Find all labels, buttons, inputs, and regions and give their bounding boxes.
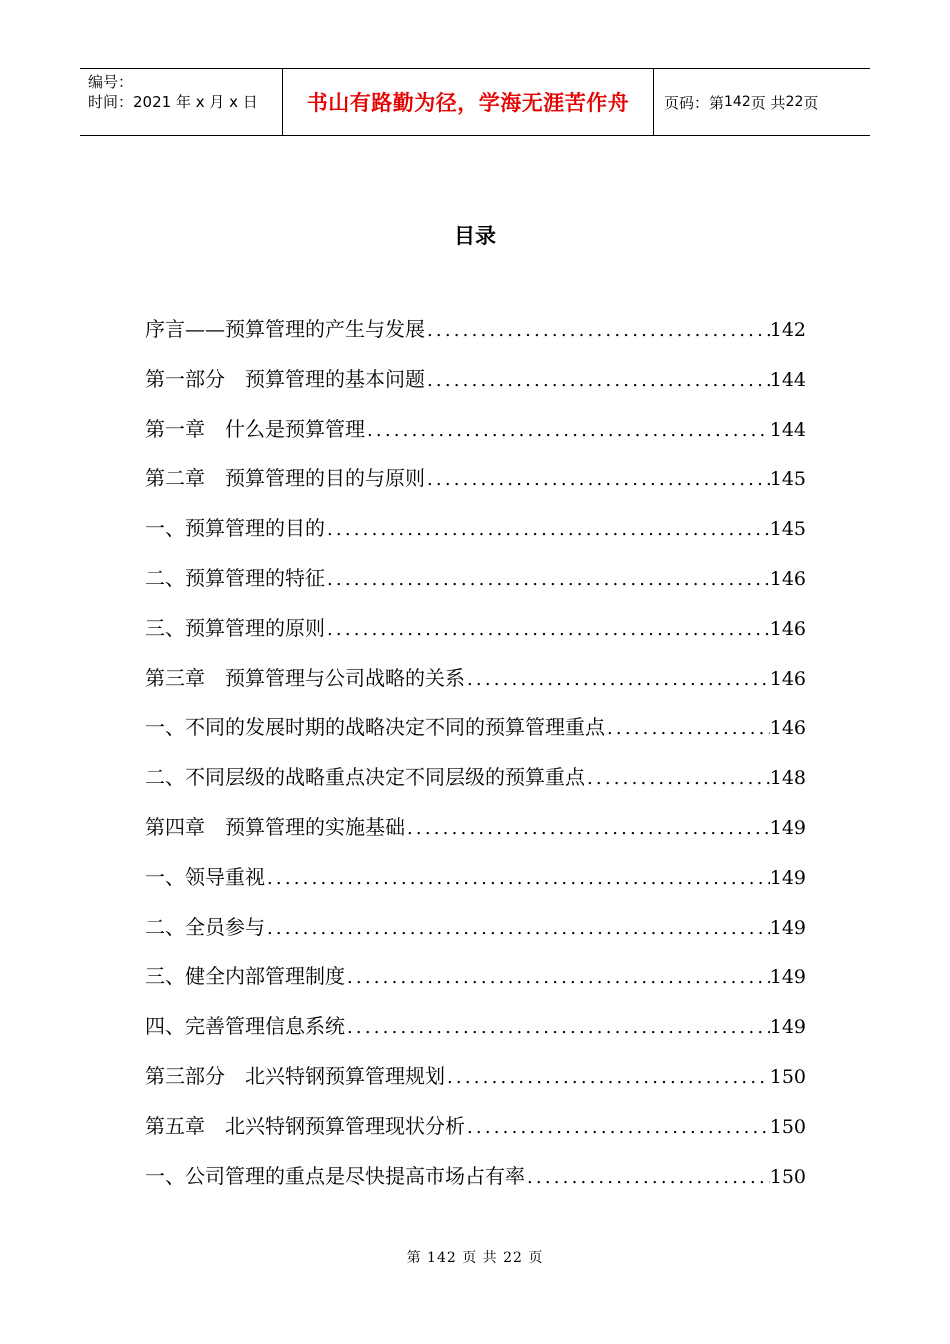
toc-entry-page: 146 (769, 717, 806, 740)
toc-entry[interactable] (145, 363, 806, 413)
toc-leader-dots (425, 469, 770, 490)
toc-entry[interactable] (145, 761, 806, 811)
page-current: 142 (724, 94, 751, 110)
page-total: 22 (785, 94, 804, 110)
toc-leader-dots (465, 669, 770, 690)
toc-leader-dots (445, 1067, 770, 1088)
toc-leader-dots (325, 619, 770, 640)
toc-entry[interactable] (145, 911, 806, 961)
toc-entry-page: 146 (769, 617, 806, 640)
toc-leader-dots (585, 768, 770, 789)
time-label: 时间：2021 年 x 月 x 日 (88, 93, 258, 111)
toc-entry-page: 149 (769, 816, 806, 839)
header-box (80, 68, 870, 136)
page-footer: 第 142 页 共 22 页 (406, 1250, 544, 1266)
header-meta (80, 69, 283, 135)
toc-leader-dots (345, 1017, 770, 1038)
toc-leader-dots (405, 818, 770, 839)
toc-entry-label: 第一部分 预算管理的基本问题 (145, 366, 425, 391)
table-of-contents (145, 313, 806, 1209)
toc-entry-label: 第三章 预算管理与公司战略的关系 (145, 665, 465, 690)
toc-leader-dots (325, 519, 770, 540)
toc-entry-label: 二、全员参与 (145, 914, 265, 939)
toc-entry-page: 146 (769, 567, 806, 590)
toc-leader-dots (425, 370, 770, 391)
page-label-mid: 页 共 (750, 93, 786, 112)
toc-entry-label: 第三部分 北兴特钢预算管理规划 (145, 1063, 445, 1088)
toc-entry-label: 一、不同的发展时期的战略决定不同的预算管理重点 (145, 715, 605, 740)
toc-leader-dots (605, 718, 770, 739)
toc-entry-label: 第四章 预算管理的实施基础 (145, 814, 405, 839)
page-label-suffix: 页 (803, 93, 819, 112)
header-page-info (654, 69, 870, 135)
toc-entry-page: 148 (769, 767, 806, 790)
toc-entry[interactable] (145, 1010, 806, 1060)
toc-entry-page: 144 (769, 368, 806, 391)
toc-entry-page: 149 (769, 916, 806, 939)
toc-leader-dots (365, 420, 770, 441)
toc-entry-label: 三、健全内部管理制度 (145, 964, 345, 989)
toc-entry[interactable] (145, 413, 806, 463)
toc-entry-label: 一、预算管理的目的 (145, 516, 325, 541)
toc-entry-label: 序言——预算管理的产生与发展 (145, 317, 425, 341)
toc-entry[interactable] (145, 1110, 806, 1160)
toc-entry[interactable] (145, 512, 806, 562)
toc-entry[interactable] (145, 960, 806, 1010)
toc-leader-dots (325, 569, 770, 590)
toc-leader-dots (465, 1117, 770, 1138)
toc-entry-page: 146 (769, 667, 806, 690)
toc-leader-dots (425, 320, 770, 341)
toc-entry[interactable] (145, 612, 806, 662)
toc-entry[interactable] (145, 662, 806, 712)
toc-entry-page: 145 (769, 518, 806, 541)
toc-entry[interactable] (145, 711, 806, 761)
toc-entry-label: 第二章 预算管理的目的与原则 (145, 466, 425, 491)
toc-entry-page: 149 (769, 866, 806, 889)
toc-entry-page: 150 (769, 1065, 806, 1088)
toc-entry-page: 149 (769, 1016, 806, 1039)
toc-entry-page: 150 (769, 1115, 806, 1138)
toc-entry-label: 四、完善管理信息系统 (145, 1014, 345, 1039)
toc-leader-dots (345, 967, 770, 988)
toc-entry[interactable] (145, 1160, 806, 1210)
toc-entry-label: 三、预算管理的原则 (145, 615, 325, 640)
toc-entry-label: 一、领导重视 (145, 864, 265, 889)
toc-entry-label: 二、不同层级的战略重点决定不同层级的预算重点 (145, 765, 585, 790)
toc-entry[interactable] (145, 313, 806, 363)
code-label: 编号： (88, 73, 134, 91)
toc-entry-label: 第一章 什么是预算管理 (145, 416, 365, 441)
toc-leader-dots (525, 1167, 770, 1188)
page-label-prefix: 页码：第 (664, 93, 725, 112)
toc-entry[interactable] (145, 462, 806, 512)
toc-entry[interactable] (145, 1060, 806, 1110)
header-motto: 书山有路勤为径，学海无涯苦作舟 (283, 69, 654, 135)
toc-entry-label: 第五章 北兴特钢预算管理现状分析 (145, 1113, 465, 1138)
toc-leader-dots (265, 868, 770, 889)
toc-entry-label: 一、公司管理的重点是尽快提高市场占有率 (145, 1163, 525, 1188)
page-title: 目录 (454, 224, 496, 248)
toc-entry[interactable] (145, 861, 806, 911)
toc-entry-page: 145 (769, 468, 806, 491)
toc-entry-page: 149 (769, 966, 806, 989)
toc-entry-label: 二、预算管理的特征 (145, 565, 325, 590)
toc-entry[interactable] (145, 562, 806, 612)
toc-leader-dots (265, 918, 770, 939)
toc-entry[interactable] (145, 811, 806, 861)
toc-entry-page: 144 (769, 418, 806, 441)
toc-entry-page: 150 (769, 1165, 806, 1188)
toc-entry-page: 142 (769, 319, 806, 341)
